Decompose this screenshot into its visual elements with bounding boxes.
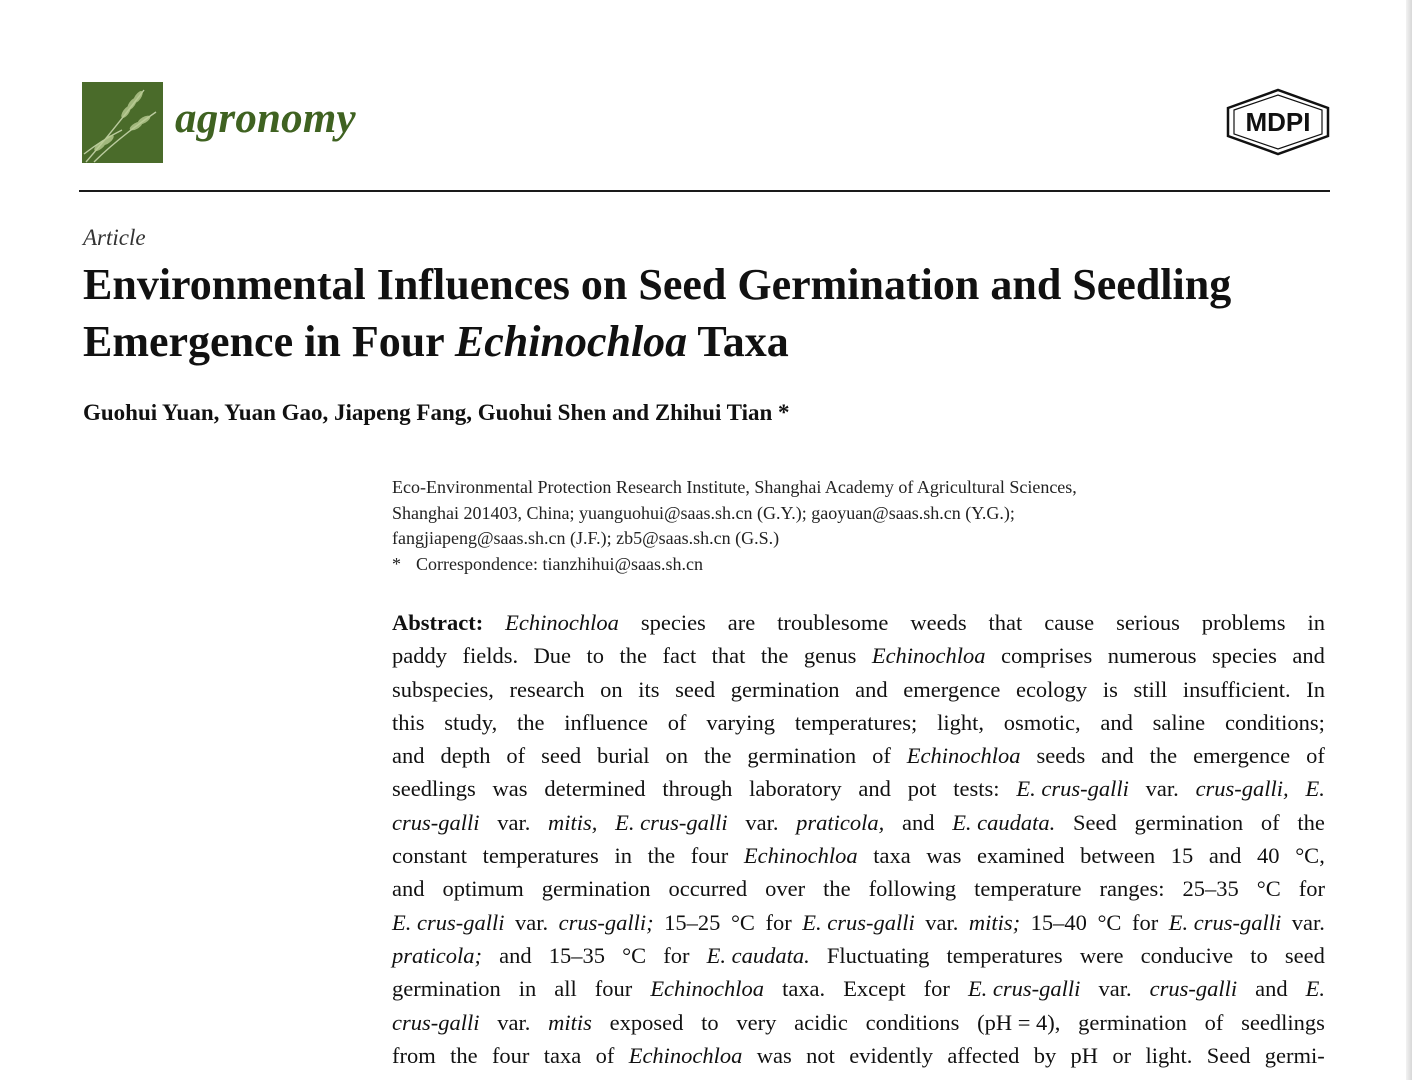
abstract-word: ecology <box>1015 676 1088 702</box>
abstract-line <box>392 739 1325 772</box>
abstract-word: cause <box>1044 610 1095 635</box>
abstract-word: E. crus-galli <box>1016 776 1129 802</box>
abstract-line <box>392 706 1325 739</box>
abstract-word: in <box>518 976 537 1002</box>
abstract-word: over <box>765 876 806 902</box>
author-list: Guohui Yuan, Yuan Gao, Jiapeng Fang, Guohui Shen and Zhihui Tian * <box>83 400 790 425</box>
abstract-word: In <box>1306 676 1325 702</box>
abstract-word: affected <box>947 1042 1020 1068</box>
abstract-word: constant <box>392 843 467 869</box>
abstract-word: were <box>1079 942 1124 968</box>
abstract-word: var. <box>497 809 531 835</box>
abstract-word: determined <box>544 776 646 802</box>
abstract-word: study, <box>444 709 498 735</box>
abstract-word: for <box>663 942 690 968</box>
abstract-line <box>392 839 1325 872</box>
abstract-word: taxa <box>543 1042 582 1068</box>
abstract-word: troublesome <box>777 610 889 635</box>
abstract-word: species <box>1211 643 1277 669</box>
abstract-word: germination <box>1134 809 1244 835</box>
abstract-line <box>392 939 1325 972</box>
abstract-line <box>392 872 1325 905</box>
abstract-word: germination <box>392 976 501 1002</box>
abstract-word: E. caudata. <box>706 942 810 968</box>
abstract-word: tests: <box>953 776 1000 802</box>
abstract-word: and <box>392 743 425 769</box>
abstract-word: of <box>1204 1009 1224 1035</box>
abstract-word: E. crus-galli <box>1168 909 1282 935</box>
abstract-word: light. <box>1145 1042 1193 1068</box>
abstract-word: examined <box>977 843 1065 869</box>
abstract-word: crus-galli, <box>1195 776 1289 802</box>
abstract-word: following <box>868 876 957 902</box>
abstract-word: conducive <box>1140 942 1234 968</box>
abstract-word: this <box>392 709 425 735</box>
abstract-line <box>392 772 1325 805</box>
abstract-word: of <box>1260 809 1280 835</box>
abstract-word: was <box>492 776 528 802</box>
abstract-word: the <box>1297 809 1325 835</box>
abstract-word: pot <box>907 776 937 802</box>
article-title <box>83 256 1343 370</box>
abstract-word: subspecies, <box>392 676 494 702</box>
abstract-label: Abstract: <box>392 610 484 635</box>
abstract-word: 15 <box>1170 843 1194 869</box>
abstract-word: 25–35 <box>1182 876 1239 902</box>
abstract-word: of <box>667 709 687 735</box>
abstract-line <box>392 806 1325 839</box>
abstract-word: insufficient. <box>1182 676 1291 702</box>
abstract-word: still <box>1133 676 1168 702</box>
abstract-word: depth <box>440 743 491 769</box>
abstract-word: E. crus-galli <box>967 976 1081 1002</box>
abstract-word: in <box>614 843 632 869</box>
abstract-word: and <box>1292 643 1325 669</box>
abstract-word: pH <box>1070 1042 1099 1068</box>
abstract-word: in <box>1307 610 1325 635</box>
abstract-word: are <box>727 610 756 635</box>
abstract-word: Echinochloa <box>906 743 1021 769</box>
title-line-1: Environmental Influences on Seed Germination and Seedling <box>83 260 1232 309</box>
abstract-word: paddy <box>392 643 447 669</box>
abstract-word: the <box>1149 743 1178 769</box>
abstract-word: that <box>711 643 746 669</box>
abstract-word: genus <box>803 643 857 669</box>
abstract-word: the <box>703 743 732 769</box>
abstract-word: conditions; <box>1224 709 1325 735</box>
abstract-word: temperatures <box>482 843 599 869</box>
abstract-word: germination <box>730 676 840 702</box>
abstract-word: var. <box>745 809 779 835</box>
abstract-word: through <box>662 776 733 802</box>
abstract-word: on <box>600 676 623 702</box>
abstract-word: of <box>872 743 891 769</box>
abstract-word: of <box>506 743 526 769</box>
abstract-word: of <box>1306 743 1325 769</box>
abstract-word: °C <box>730 909 755 935</box>
abstract-word: crus-galli <box>1149 976 1238 1002</box>
abstract-line <box>392 673 1325 706</box>
wheat-icon <box>82 82 163 163</box>
journal-name: agronomy <box>175 95 356 142</box>
abstract-word: E. crus-galli <box>802 909 915 935</box>
abstract-word: mitis, <box>548 809 598 835</box>
abstract-word: 40 <box>1257 843 1280 869</box>
abstract-word: seedlings <box>1241 1009 1325 1035</box>
abstract-word: 15–25 <box>664 909 721 935</box>
abstract-word: fact <box>662 643 697 669</box>
abstract-word: serious <box>1116 610 1180 635</box>
abstract-line <box>392 639 1325 672</box>
abstract-word: all <box>554 976 577 1002</box>
abstract-word: var. <box>497 1009 531 1035</box>
abstract-word: mitis; <box>968 909 1021 935</box>
header-rule <box>79 190 1330 192</box>
abstract-word: acidic <box>794 1009 848 1035</box>
abstract-word: the <box>517 709 545 735</box>
abstract-word: laboratory <box>749 776 842 802</box>
abstract-word: (pH = 4), <box>977 1009 1061 1035</box>
affiliation-line: Shanghai 201403, China; yuanguohui@saas.sh.cn (G.Y.); gaoyuan@saas.sh.cn (Y.G.); <box>392 502 1015 523</box>
abstract-word: and <box>1255 976 1288 1002</box>
abstract-word: osmotic, <box>1003 709 1081 735</box>
abstract-word: for <box>1131 909 1159 935</box>
abstract-word: var. <box>1098 976 1132 1002</box>
abstract-word: not <box>806 1042 835 1068</box>
abstract-word: var. <box>1291 909 1325 935</box>
abstract-word: 15–35 <box>548 942 605 968</box>
abstract-word: species <box>640 610 706 635</box>
abstract-word: and <box>1208 843 1242 869</box>
abstract-word: 15–40 <box>1030 909 1087 935</box>
abstract-word: E. <box>1305 776 1325 802</box>
abstract-word: for <box>923 976 950 1002</box>
correspondence-line: * Correspondence: tianzhihui@saas.sh.cn <box>392 553 703 574</box>
affiliation-line: Eco-Environmental Protection Research Institute, Shanghai Academy of Agricultural Sciences, <box>392 477 1077 497</box>
abstract-word: varying <box>706 709 776 735</box>
abstract-word: fields. <box>462 643 519 669</box>
abstract-word: conditions <box>865 1009 960 1035</box>
abstract-word: and <box>855 676 888 702</box>
abstract-word: and <box>858 776 891 802</box>
abstract-word: weeds <box>910 610 967 635</box>
abstract-word: taxa <box>873 843 911 869</box>
abstract-word: four <box>491 1042 530 1068</box>
affiliation-block <box>392 475 1332 577</box>
abstract-word: and <box>901 809 935 835</box>
abstract-word: Seed <box>1073 809 1117 835</box>
abstract-word: germination <box>541 876 651 902</box>
abstract-word: mitis <box>548 1009 592 1035</box>
abstract-word: numerous <box>1107 643 1197 669</box>
abstract-word: the <box>760 643 789 669</box>
abstract-word: emergence <box>1193 743 1291 769</box>
abstract-word: germination <box>1078 1009 1187 1035</box>
abstract-line <box>392 906 1325 939</box>
abstract-word: crus-galli <box>392 1009 480 1035</box>
abstract-word: seedlings <box>392 776 476 802</box>
abstract-word: temperatures; <box>794 709 918 735</box>
abstract-word: comprises <box>1001 643 1093 669</box>
abstract-word: for <box>765 909 792 935</box>
abstract-word: problems <box>1201 610 1286 635</box>
abstract-word: E. <box>1305 976 1325 1002</box>
abstract-word: var. <box>925 909 959 935</box>
abstract-word: praticola, <box>796 809 885 835</box>
abstract-word: E. caudata. <box>952 809 1056 835</box>
abstract-word: E. crus-galli <box>615 809 728 835</box>
abstract-word: four <box>690 843 729 869</box>
abstract-word: influence <box>564 709 648 735</box>
abstract-word: its <box>638 676 660 702</box>
abstract-line <box>392 606 1325 639</box>
title-line-2: Emergence in Four Echinochloa Taxa <box>83 317 789 366</box>
abstract-line <box>392 1039 1325 1072</box>
abstract-word: seed <box>541 743 582 769</box>
abstract-word: between <box>1080 843 1156 869</box>
abstract-word: occurred <box>668 876 748 902</box>
abstract-word: Echinochloa <box>743 843 858 869</box>
abstract-word: optimum <box>442 876 524 902</box>
abstract-line <box>392 972 1325 1005</box>
abstract-word: seeds <box>1036 743 1086 769</box>
abstract-word: to <box>1250 942 1268 968</box>
abstract-word: Echinochloa <box>505 610 619 635</box>
abstract-word: burial <box>597 743 650 769</box>
abstract-word: to <box>701 1009 719 1035</box>
abstract-word: °C, <box>1295 843 1325 869</box>
abstract-word: Fluctuating <box>826 942 930 968</box>
abstract-word: °C <box>1097 909 1122 935</box>
abstract-word: crus-galli <box>392 809 480 835</box>
abstract-word: taxa. <box>782 976 826 1002</box>
abstract-word: and <box>1100 709 1133 735</box>
abstract-word: germination <box>747 743 857 769</box>
publisher-name: MDPI <box>1245 107 1311 137</box>
abstract-word: exposed <box>609 1009 684 1035</box>
abstract-word: the <box>619 643 648 669</box>
article-type: Article <box>83 225 146 250</box>
abstract-word: to <box>586 643 605 669</box>
abstract-word: or <box>1112 1042 1132 1068</box>
abstract-word: light, <box>937 709 984 735</box>
abstract-word: emergence <box>903 676 1001 702</box>
abstract-word: °C <box>1256 876 1281 902</box>
page-edge-shadow <box>1406 0 1412 1080</box>
abstract-word: research <box>509 676 585 702</box>
journal-logo <box>82 82 163 163</box>
abstract-word: seed <box>675 676 716 702</box>
affiliation-line: fangjiapeng@saas.sh.cn (J.F.); zb5@saas.sh.cn (G.S.) <box>392 528 780 548</box>
abstract-word: Echinochloa <box>871 643 986 669</box>
abstract-word: seed <box>1284 942 1325 968</box>
abstract-word: temperatures <box>946 942 1063 968</box>
abstract-word: and <box>499 942 532 968</box>
abstract-word: for <box>1298 876 1325 902</box>
abstract-word: evidently <box>849 1042 933 1068</box>
abstract-word: praticola; <box>392 942 482 968</box>
abstract-word: ranges: <box>1099 876 1165 902</box>
abstract-word: on <box>665 743 688 769</box>
abstract-word: saline <box>1152 709 1206 735</box>
abstract-word: Seed <box>1206 1042 1251 1068</box>
abstract-word: that <box>988 610 1023 635</box>
abstract-word: by <box>1033 1042 1057 1068</box>
abstract-word: and <box>392 876 425 902</box>
abstract-word: °C <box>622 942 647 968</box>
mdpi-logo <box>1226 88 1330 156</box>
abstract-word: the <box>823 876 851 902</box>
abstract-word: was <box>756 1042 792 1068</box>
abstract-word: var. <box>1145 776 1179 802</box>
abstract-word: E. crus-galli <box>392 909 505 935</box>
abstract-word: and <box>1101 743 1134 769</box>
abstract <box>392 606 1325 1072</box>
abstract-word: Echinochloa <box>650 976 765 1002</box>
abstract-word: var. <box>515 909 549 935</box>
abstract-word: the <box>450 1042 478 1068</box>
abstract-word: Echinochloa <box>628 1042 743 1068</box>
abstract-word: Except <box>843 976 906 1002</box>
abstract-line <box>392 1006 1325 1039</box>
abstract-word: is <box>1102 676 1118 702</box>
abstract-word: of <box>595 1042 615 1068</box>
abstract-word: Due <box>533 643 572 669</box>
abstract-word: germi- <box>1264 1042 1325 1068</box>
abstract-word: very <box>736 1009 777 1035</box>
abstract-word: from <box>392 1042 436 1068</box>
abstract-word: four <box>594 976 633 1002</box>
abstract-word: crus-galli; <box>558 909 654 935</box>
abstract-word: the <box>647 843 676 869</box>
abstract-word: was <box>926 843 962 869</box>
abstract-word: temperature <box>974 876 1082 902</box>
